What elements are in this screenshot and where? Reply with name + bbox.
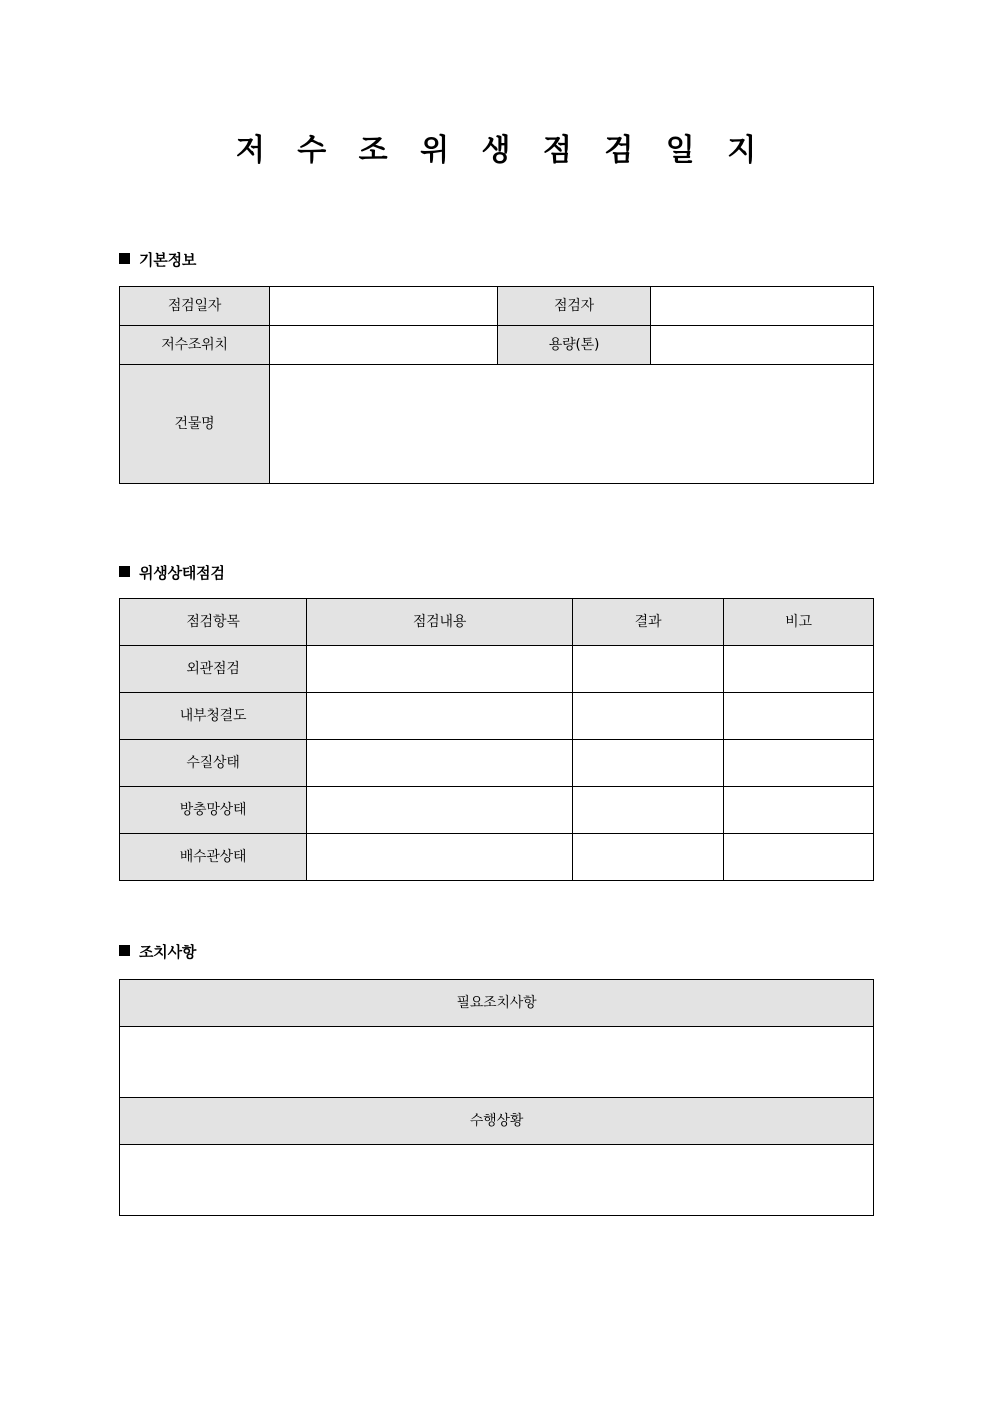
field-inspector[interactable] <box>651 287 874 326</box>
column-header-result: 결과 <box>573 599 724 646</box>
field-performance-status[interactable] <box>120 1145 874 1216</box>
field-result-exterior-check[interactable] <box>573 646 724 693</box>
section-heading-hygiene-label: 위생상태점검 <box>139 564 225 582</box>
table-row <box>120 1145 874 1216</box>
field-content-drain-pipe[interactable] <box>307 834 573 881</box>
label-inspection-date: 점검일자 <box>120 287 270 326</box>
label-inspector: 점검자 <box>498 287 651 326</box>
field-remark-insect-screen[interactable] <box>724 787 874 834</box>
table-row <box>120 646 874 693</box>
field-content-water-quality[interactable] <box>307 740 573 787</box>
header-performance-status: 수행상황 <box>120 1098 874 1145</box>
table-row <box>120 1027 874 1098</box>
row-label-insect-screen: 방충망상태 <box>120 787 307 834</box>
field-remark-water-quality[interactable] <box>724 740 874 787</box>
square-bullet-icon <box>119 566 130 577</box>
field-capacity-ton[interactable] <box>651 326 874 365</box>
column-header-content: 점검내용 <box>307 599 573 646</box>
table-row <box>120 787 874 834</box>
label-capacity-ton: 용량(톤) <box>498 326 651 365</box>
section-heading-basic-label: 기본정보 <box>139 251 197 269</box>
field-building-name[interactable] <box>270 365 874 484</box>
table-header-row <box>120 599 874 646</box>
field-tank-location[interactable] <box>270 326 498 365</box>
field-content-insect-screen[interactable] <box>307 787 573 834</box>
table-row <box>120 740 874 787</box>
field-content-exterior-check[interactable] <box>307 646 573 693</box>
basic-info-table <box>119 286 874 484</box>
table-row <box>120 287 874 326</box>
table-header-row <box>120 980 874 1027</box>
section-heading-action-label: 조치사항 <box>139 943 197 961</box>
field-inspection-date[interactable] <box>270 287 498 326</box>
hygiene-inspection-table <box>119 598 874 881</box>
label-tank-location: 저수조위치 <box>120 326 270 365</box>
header-required-actions: 필요조치사항 <box>120 980 874 1027</box>
table-row <box>120 326 874 365</box>
field-result-insect-screen[interactable] <box>573 787 724 834</box>
table-row <box>120 365 874 484</box>
row-label-water-quality: 수질상태 <box>120 740 307 787</box>
field-remark-exterior-check[interactable] <box>724 646 874 693</box>
column-header-item: 점검항목 <box>120 599 307 646</box>
section-heading-action <box>119 942 196 962</box>
table-header-row <box>120 1098 874 1145</box>
column-header-remark: 비고 <box>724 599 874 646</box>
page-title: 저 수 조 위 생 점 검 일 지 <box>235 133 768 168</box>
field-remark-drain-pipe[interactable] <box>724 834 874 881</box>
action-items-table <box>119 979 874 1216</box>
field-result-water-quality[interactable] <box>573 740 724 787</box>
field-required-actions[interactable] <box>120 1027 874 1098</box>
label-building-name: 건물명 <box>120 365 270 484</box>
field-content-internal-cleanliness[interactable] <box>307 693 573 740</box>
square-bullet-icon <box>119 945 130 956</box>
section-heading-hygiene <box>119 563 225 583</box>
table-row <box>120 693 874 740</box>
table-row <box>120 834 874 881</box>
field-remark-internal-cleanliness[interactable] <box>724 693 874 740</box>
field-result-internal-cleanliness[interactable] <box>573 693 724 740</box>
row-label-drain-pipe: 배수관상태 <box>120 834 307 881</box>
row-label-internal-cleanliness: 내부청결도 <box>120 693 307 740</box>
square-bullet-icon <box>119 253 130 264</box>
section-heading-basic <box>119 250 196 270</box>
field-result-drain-pipe[interactable] <box>573 834 724 881</box>
row-label-exterior-check: 외관점검 <box>120 646 307 693</box>
